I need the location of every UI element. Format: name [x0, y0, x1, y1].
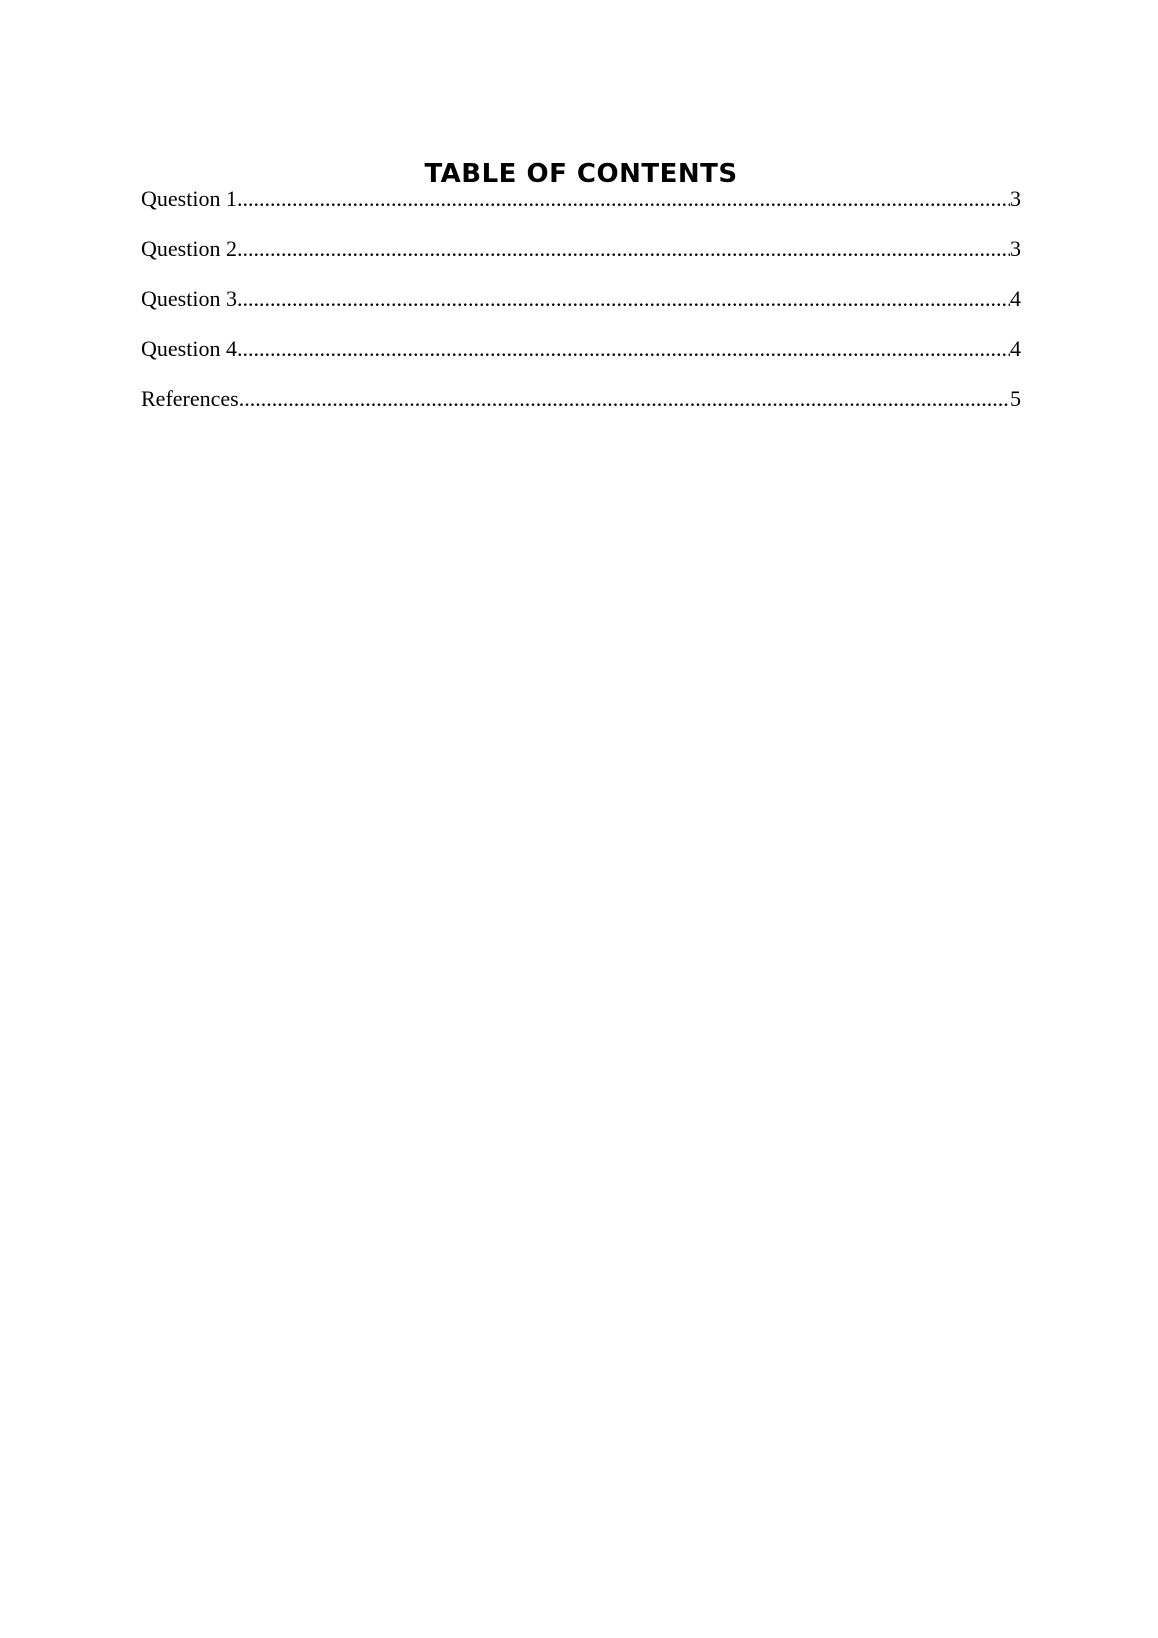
toc-entry-page-number: 4 [1010, 336, 1021, 361]
toc-dot-leader [237, 284, 1010, 314]
toc-list [141, 184, 1021, 434]
toc-entry-question-3[interactable] [141, 284, 1021, 334]
toc-entry-label: Question 3 [141, 286, 237, 311]
toc-heading: TABLE OF CONTENTS [424, 159, 738, 189]
toc-entry-question-4[interactable] [141, 334, 1021, 384]
toc-entry-page-number: 5 [1010, 386, 1021, 411]
toc-entry-label: Question 4 [141, 336, 237, 361]
toc-entry-question-1[interactable] [141, 184, 1021, 234]
toc-dot-leader [237, 184, 1010, 214]
toc-dot-leader [237, 234, 1010, 264]
toc-entry-references[interactable] [141, 384, 1021, 434]
toc-entry-page-number: 3 [1010, 236, 1021, 261]
toc-entry-page-number: 3 [1010, 186, 1021, 211]
toc-entry-question-2[interactable] [141, 234, 1021, 284]
toc-entry-label: References [141, 386, 239, 411]
toc-dot-leader [237, 334, 1010, 364]
table-of-contents [141, 157, 1021, 434]
toc-entry-label: Question 1 [141, 186, 237, 211]
toc-dot-leader [239, 384, 1010, 414]
toc-entry-label: Question 2 [141, 236, 237, 261]
toc-entry-page-number: 4 [1010, 286, 1021, 311]
